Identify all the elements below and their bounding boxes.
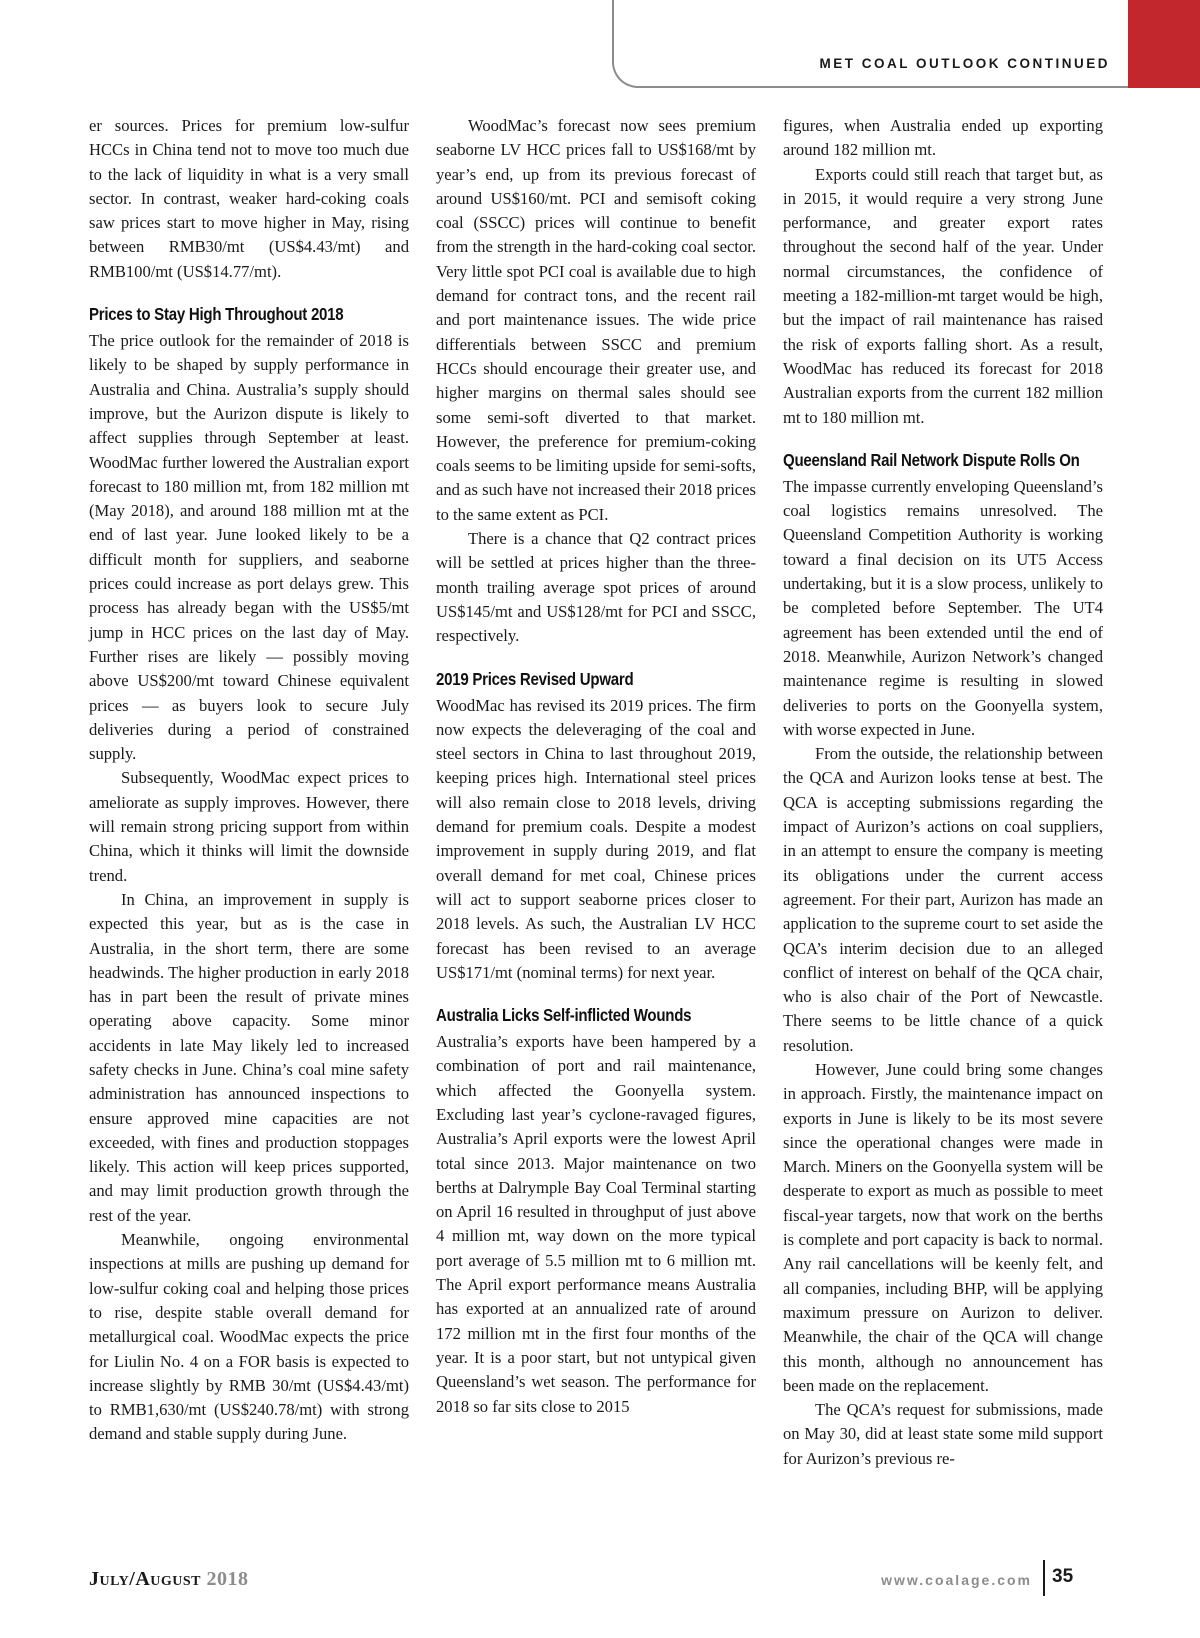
website-url: www.coalage.com (881, 1572, 1032, 1588)
body-paragraph: However, June could bring some changes in approach. Firstly, the maintenance impact on exports in June is likely to be its most severe since the operational changes were made in March. Miners on the Goonyella system will be desperate to export as much as possible to meet fiscal-year targets, now that work on the berths is complete and port capacity is back to normal. Any rail cancellations will be keenly felt, and all companies, including BHP, will be applying maximum pressure on Aurizon to deliver. Meanwhile, the chair of the QCA will change this month, although no announcement has been made on the replacement. (783, 1059, 1103, 1395)
body-paragraph: WoodMac has revised its 2019 prices. The firm now expects the deleveraging of the coal and steel sectors in China to last throughout 2019, keeping prices high. International steel prices will also remain close to 2018 levels, driving demand for premium coals. Despite a modest improvement in supply during 2019, and flat overall demand for met coal, Chinese prices will act to support seaborne prices closer to 2018 levels. As such, the Australian LV HCC forecast has been revised to an average US$171/mt (nominal terms) for next year. (436, 695, 756, 982)
issue-year: 2018 (206, 1568, 249, 1590)
header-frame-border (612, 0, 1200, 88)
body-paragraph: figures, when Australia ended up exporting around 182 million mt. (783, 116, 1103, 160)
issue-date (89, 1568, 249, 1591)
body-paragraph: There is a chance that Q2 contract prices will be settled at prices higher than the three-month trailing average spot prices of around US$145/mt and US$128/mt for PCI and SSCC, respectively. (436, 529, 756, 646)
issue-month: July/August (89, 1568, 202, 1590)
body-paragraph: Exports could still reach that target but, as in 2015, it would require a very strong June performance, and greater export rates throughout the second half of the year. Under normal circumstances, the confidence of meeting a 182-million-mt target would be high, but the impact of rail maintenance has raised the risk of exports falling short. As a result, WoodMac has reduced its forecast for 2018 Australian exports from the current 182 million mt to 180 million mt. (783, 164, 1103, 427)
article-column-3 (783, 114, 1103, 1471)
footer-divider (1043, 1560, 1045, 1596)
body-paragraph: er sources. Prices for premium low-sulfur HCCs in China tend not to move too much due to the lack of liquidity in what is a very small sector. In contrast, weaker hard-coking coals saw prices start to move higher in May, rising between RMB30/mt (US$4.43/mt) and RMB100/mt (US$14.77/mt). (89, 116, 409, 281)
body-paragraph: WoodMac’s forecast now sees premium seaborne LV HCC prices fall to US$168/mt by year’s end, up from its previous forecast of around US$160/mt. PCI and semisoft coking coal (SSCC) prices will continue to benefit from the strength in the hard-coking coal sector. Very little spot PCI coal is available due to high demand for contract tons, and the recent rail and port maintenance issues. The wide price differentials between SSCC and premium HCCs should encourage their greater use, and higher margins on thermal sales should see some semi-soft diverted to that market. However, the preference for premium-coking coals seems to be limiting upside for semi-softs, and as such have not increased their 2018 prices to the same extent as PCI. (436, 116, 756, 524)
section-heading: 2019 Prices Revised Upward (436, 668, 634, 689)
body-paragraph: The impasse currently enveloping Queensland’s coal logistics remains unresolved. The Queensland Competition Authority is working toward a final decision on its UT5 Access undertaking, but it is a slow process, unlikely to be completed before September. The UT4 agreement has been extended until the end of 2018. Meanwhile, Aurizon Network’s changed maintenance regime is resulting in slowed deliveries to ports on the Goonyella system, with worse expected in June. (783, 476, 1103, 739)
section-heading: Prices to Stay High Throughout 2018 (89, 304, 344, 325)
section-heading: Australia Licks Self-inflicted Wounds (436, 1005, 692, 1026)
article-column-2 (436, 114, 756, 1419)
header-accent-bar (1128, 0, 1200, 88)
body-paragraph: The QCA’s request for submissions, made on May 30, did at least state some mild support for Aurizon’s previous re- (783, 1400, 1103, 1468)
body-paragraph: In China, an improvement in supply is expected this year, but as is the case in Australia, in the short term, there are some headwinds. The higher production in early 2018 has in part been the result of private mines operating above capacity. Some minor accidents in late May likely led to increased safety checks in June. China’s coal mine safety administration has announced inspections to ensure approved mine capacities are not exceeded, with fines and production stoppages likely. This action will keep prices supported, and may limit production growth through the rest of the year. (89, 889, 409, 1225)
section-heading: Queensland Rail Network Dispute Rolls On (783, 449, 1080, 470)
body-paragraph: From the outside, the relationship between the QCA and Aurizon looks tense at best. The QCA is accepting submissions regarding the impact of Aurizon’s actions on coal suppliers, in an attempt to ensure the company is meeting its obligations under the current access agreement. For their part, Aurizon has made an application to the supreme court to set aside the QCA’s interim decision due to an alleged conflict of interest on behalf of the QCA chair, who is also chair of the Port of Newcastle. There seems to be little chance of a quick resolution. (783, 744, 1103, 1055)
section-label: MET COAL OUTLOOK CONTINUED (819, 56, 1110, 71)
body-paragraph: Subsequently, WoodMac expect prices to ameliorate as supply improves. However, there will remain strong pricing support from within China, which it thinks will limit the downside trend. (89, 768, 409, 885)
article-column-1 (89, 114, 409, 1447)
body-paragraph: Australia’s exports have been hampered by a combination of port and rail maintenance, which affected the Goonyella system. Excluding last year’s cyclone-ravaged figures, Australia’s April exports were the lowest April total since 2013. Major maintenance on two berths at Dalrymple Bay Coal Terminal starting on April 16 resulted in throughput of just above 4 million mt, way down on the more typical port average of 5.5 million mt to 6 million mt. The April export performance means Australia has exported at an annualized rate of around 172 million mt in the first four months of the year. It is a poor start, but not untypical given Queensland’s wet season. The performance for 2018 so far sits close to 2015 (436, 1032, 756, 1416)
body-paragraph: Meanwhile, ongoing environmental inspections at mills are pushing up demand for low-sulfur coking coal and helping those prices to rise, despite stable overall demand for metallurgical coal. WoodMac expects the price for Liulin No. 4 on a FOR basis is expected to increase slightly by RMB 30/mt (US$4.43/mt) to RMB1,630/mt (US$240.78/mt) with strong demand and stable supply during June. (89, 1230, 409, 1444)
page-number: 35 (1052, 1566, 1074, 1587)
body-paragraph: The price outlook for the remainder of 2018 is likely to be shaped by supply performance in Australia and China. Australia’s supply should improve, but the Aurizon dispute is likely to affect supplies through September at least. WoodMac further lowered the Australian export forecast to 180 million mt, from 182 million mt (May 2018), and around 188 million mt at the end of last year. June looked likely to be a difficult month for suppliers, and seaborne prices could increase as port delays grew. This process has already began with the US$5/mt jump in HCC prices on the last day of May. Further rises are likely — possibly moving above US$200/mt toward Chinese equivalent prices — as buyers look to secure July deliveries during a period of constrained supply. (89, 331, 409, 764)
